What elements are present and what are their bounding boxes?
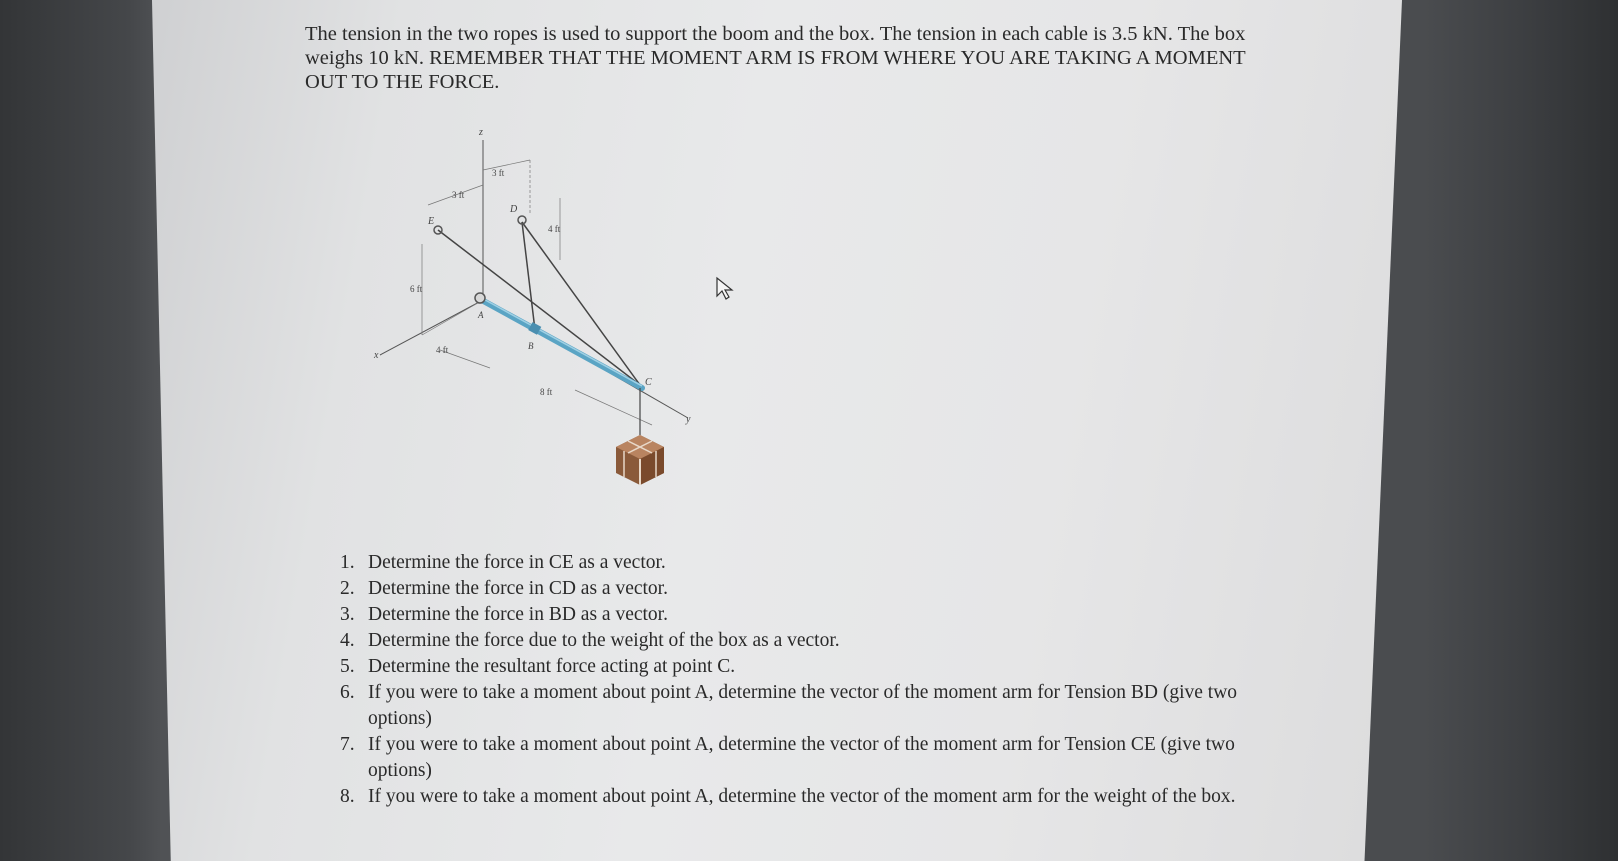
dim-4ft-right: 4 ft — [548, 224, 561, 234]
problem-statement: The tension in the two ropes is used to support the boom and the box. The tension in each cable is 3.5 kN. The box weighs 10 kN. REMEMBER THAT THE MOMENT ARM IS FROM WHERE YOU ARE TAKING A MOMENT OUT TO THE FORCE. — [305, 23, 1246, 93]
question-item — [340, 732, 1240, 784]
question-item — [340, 654, 1240, 680]
dim-4ft-bottom: 4 ft — [436, 345, 449, 355]
question-number: 4. — [340, 630, 355, 651]
point-e-label: E — [428, 216, 435, 227]
question-number: 5. — [340, 656, 355, 677]
question-list — [340, 550, 1240, 810]
question-item — [340, 628, 1240, 654]
question-text: Determine the force in BD as a vector. — [368, 604, 668, 625]
dim-6ft: 6 ft — [410, 284, 423, 294]
point-b-label: B — [528, 341, 534, 351]
question-number: 6. — [340, 682, 355, 703]
question-item — [340, 784, 1240, 810]
anchor-a — [475, 293, 485, 303]
mouse-cursor-icon — [715, 276, 735, 300]
question-item — [340, 602, 1240, 628]
question-text: If you were to take a moment about point A, determine the vector of the moment arm for the weight of the box. — [368, 786, 1236, 807]
question-item — [340, 576, 1240, 602]
point-c-label: C — [645, 377, 652, 388]
boom — [478, 298, 642, 388]
question-item — [340, 550, 1240, 576]
question-number: 8. — [340, 786, 355, 807]
z-axis-label: z — [479, 127, 483, 138]
dim-3ft-top: 3 ft — [492, 168, 505, 178]
point-d-label: D — [510, 204, 518, 215]
point-a-label: A — [478, 310, 484, 320]
question-text: If you were to take a moment about point A, determine the vector of the moment arm for Tension CE (give two options) — [368, 734, 1235, 781]
box — [616, 435, 664, 485]
y-axis-label: y — [686, 414, 691, 425]
dim-8ft: 8 ft — [540, 387, 553, 397]
question-number: 7. — [340, 734, 355, 755]
dim-3ft-left: 3 ft — [452, 190, 465, 200]
question-number: 2. — [340, 578, 355, 599]
x-axis-label: x — [374, 350, 379, 361]
question-text: Determine the resultant force acting at point C. — [368, 656, 736, 677]
question-number: 1. — [340, 552, 355, 573]
question-number: 3. — [340, 604, 355, 625]
question-text: Determine the force due to the weight of the box as a vector. — [368, 630, 840, 651]
question-text: Determine the force in CD as a vector. — [368, 578, 668, 599]
cable-cd — [522, 222, 640, 385]
boom-diagram — [370, 120, 740, 505]
x-axis — [380, 300, 483, 355]
question-text: If you were to take a moment about point A, determine the vector of the moment arm for Tension BD (give two options) — [368, 682, 1238, 729]
question-item — [340, 680, 1240, 732]
question-text: Determine the force in CE as a vector. — [368, 552, 666, 573]
